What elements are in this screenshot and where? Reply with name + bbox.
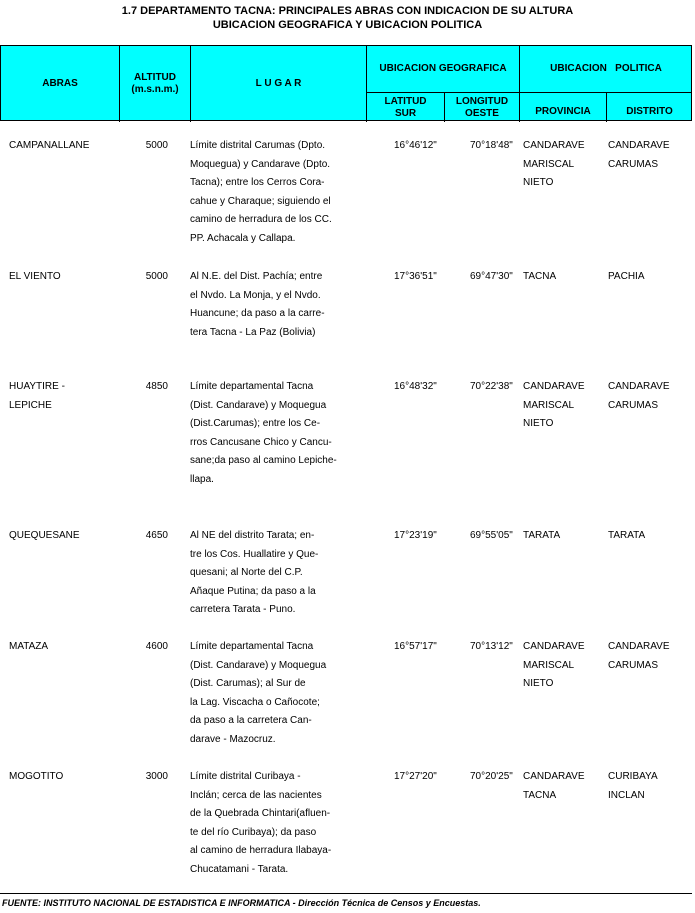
header-abras: ABRAS [42, 78, 78, 89]
header-latitud: LATITUD SUR [384, 95, 427, 119]
header-provincia: PROVINCIA [535, 105, 591, 117]
latitud-value: 16°57'17" [394, 641, 437, 652]
provincia-value: CANDARAVE MARISCAL NIETO [523, 140, 585, 188]
abra-name: EL VIENTO [9, 271, 61, 282]
provincia-value: TARATA [523, 530, 561, 541]
distrito-value: CANDARAVE CARUMAS [608, 140, 670, 170]
latitud-value: 16°48'32" [394, 381, 437, 392]
provincia-value: CANDARAVE MARISCAL NIETO [523, 641, 585, 689]
altitud-value: 4600 [145, 641, 168, 652]
longitud-value: 69°47'30" [470, 271, 513, 282]
header-distrito: DISTRITO [626, 105, 673, 117]
header-longitud: LONGITUD OESTE [455, 95, 509, 119]
distrito-value: CANDARAVE CARUMAS [608, 381, 670, 411]
longitud-value: 69°55'05" [470, 530, 513, 541]
lugar-text: Límite distrital Carumas (Dpto. Moquegua) y Candarave (Dpto. Tacna); entre los Cerros Cora- cahue y Charaque; siguiendo el camino de herradura de los CC. PP. Achacala y Callapa. [190, 140, 332, 244]
header-altitud: ALTITUD (m.s.n.m.) [131, 72, 179, 95]
abra-name: CAMPANALLANE [9, 140, 90, 151]
abra-name: HUAYTIRE - LEPICHE [9, 381, 65, 411]
source-note: FUENTE: INSTITUTO NACIONAL DE ESTADISTICA E INFORMATICA - Dirección Técnica de Censos y Encuestas. [2, 898, 481, 908]
latitud-value: 17°27'20" [394, 771, 437, 782]
latitud-value: 16°46'12" [394, 140, 437, 151]
distrito-value: CURIBAYA INCLAN [608, 771, 658, 801]
altitud-value: 3000 [145, 771, 168, 782]
lugar-text: Límite departamental Tacna (Dist. Candarave) y Moquegua (Dist.Carumas); entre los Ce- rros Cancusane Chico y Cancu- sane;da paso al camino Lepiche- llapa. [190, 381, 337, 485]
lugar-text: Al N.E. del Dist. Pachía; entre el Nvdo. La Monja, y el Nvdo. Huancune; da paso a la carre- tera Tacna - La Paz (Bolivia) [190, 271, 325, 338]
abra-name: MOGOTITO [9, 771, 64, 782]
latitud-value: 17°23'19" [394, 530, 437, 541]
provincia-value: CANDARAVE MARISCAL NIETO [523, 381, 585, 429]
header-ubicacion-geografica: UBICACION GEOGRAFICA [379, 63, 507, 74]
lugar-text: Al NE del distrito Tarata; en- tre los Cos. Huallatire y Que- quesani; al Norte del C.P. Añaque Putina; da paso a la carretera Tarata - Puno. [190, 530, 319, 615]
abra-name: QUEQUESANE [9, 530, 80, 541]
page-title: 1.7 DEPARTAMENTO TACNA: PRINCIPALES ABRAS CON INDICACION DE SU ALTURA [121, 5, 574, 17]
table-header [0, 45, 692, 121]
longitud-value: 70°22'38" [470, 381, 513, 392]
longitud-value: 70°18'48" [470, 140, 513, 151]
altitud-value: 5000 [145, 140, 168, 151]
provincia-value: CANDARAVE TACNA [523, 771, 585, 801]
altitud-value: 4650 [145, 530, 168, 541]
longitud-value: 70°13'12" [470, 641, 513, 652]
provincia-value: TACNA [523, 271, 557, 282]
distrito-value: TARATA [608, 530, 646, 541]
abra-name: MATAZA [9, 641, 49, 652]
page-subtitle: UBICACION GEOGRAFICA Y UBICACION POLITICA [212, 19, 483, 31]
lugar-text: Límite departamental Tacna (Dist. Candarave) y Moquegua (Dist. Carumas); al Sur de la Lag. Viscacha o Cañocote; da paso a la carretera Can- darave - Mazocruz. [190, 641, 327, 745]
lugar-text: Límite distrital Curibaya - Inclán; cerca de las nacientes de la Quebrada Chintari(afluen- te del río Curibaya); da paso al camino de herradura Ilabaya- Chucatamani - Tarata. [190, 771, 332, 875]
altitud-value: 5000 [145, 271, 168, 282]
distrito-value: PACHIA [608, 271, 645, 282]
header-lugar: L U G A R [255, 78, 302, 89]
latitud-value: 17°36'51" [394, 271, 437, 282]
distrito-value: CANDARAVE CARUMAS [608, 641, 670, 671]
header-ubicacion-politica: UBICACION POLITICA [550, 63, 662, 74]
altitud-value: 4850 [145, 381, 168, 392]
footer-divider [0, 893, 692, 894]
longitud-value: 70°20'25" [470, 771, 513, 782]
